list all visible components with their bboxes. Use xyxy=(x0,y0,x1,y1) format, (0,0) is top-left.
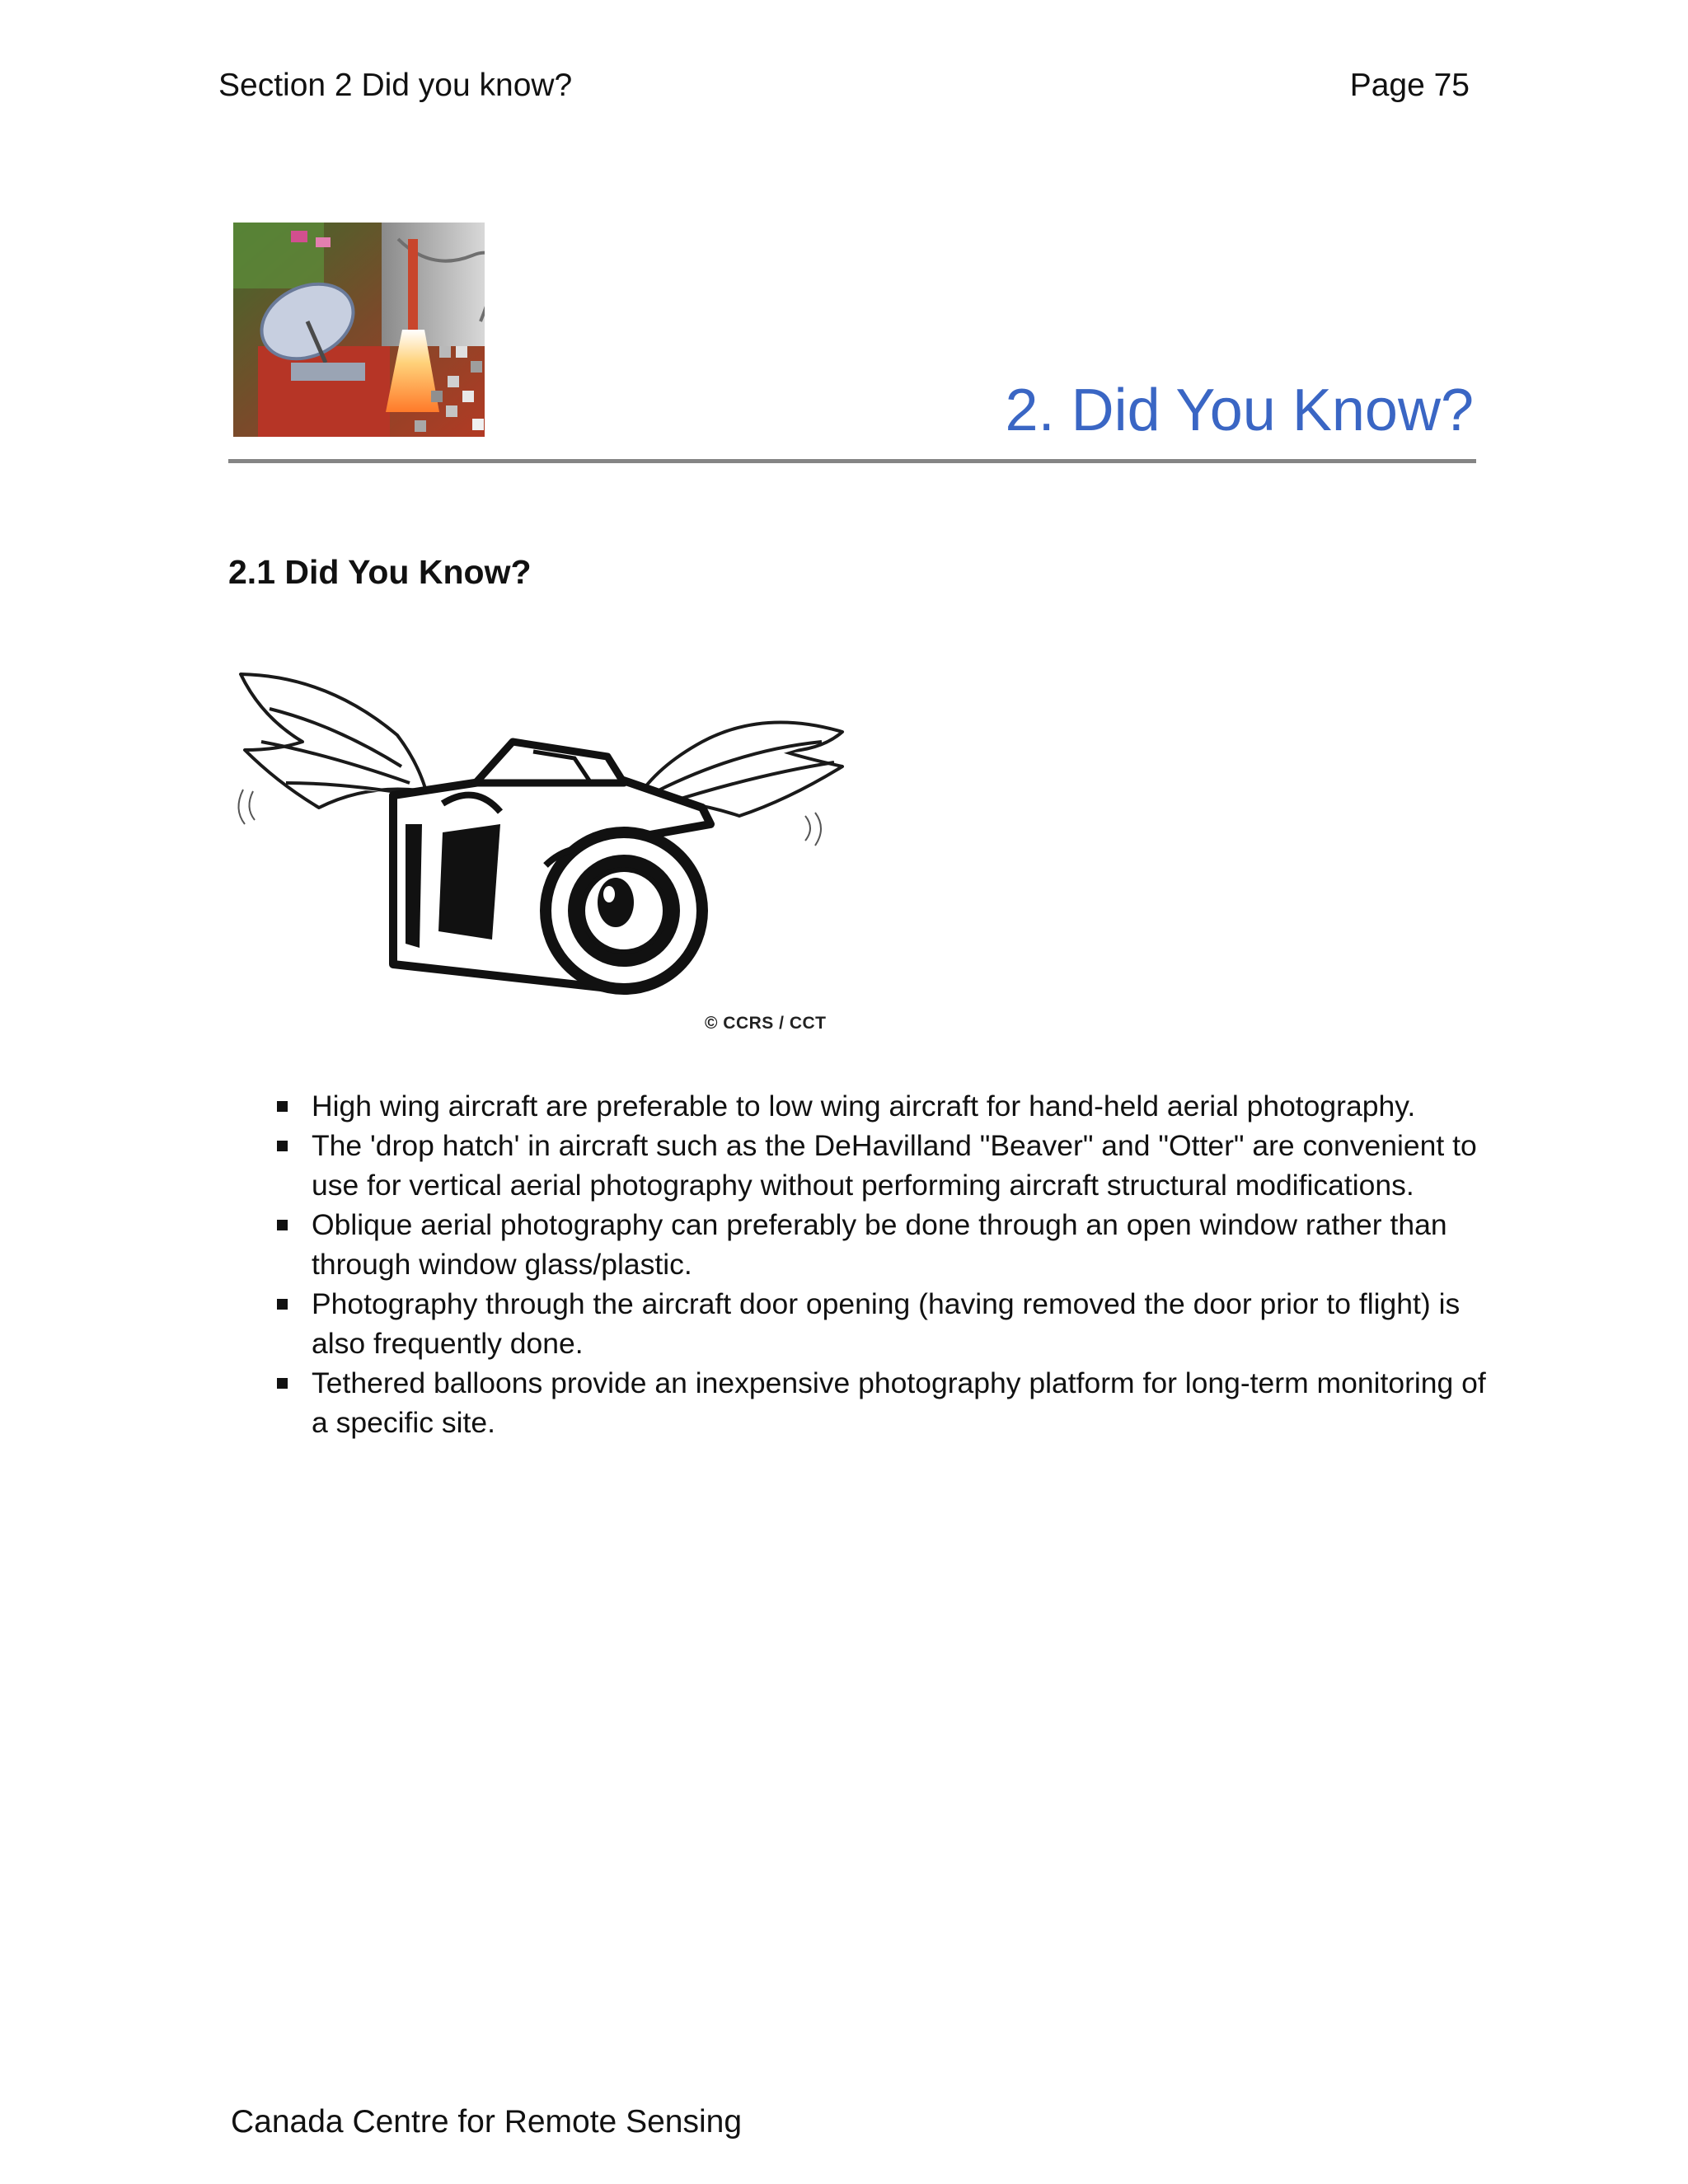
running-header-page-number: Page 75 xyxy=(1349,68,1470,103)
figure-copyright: © CCRS / CCT xyxy=(705,1014,827,1033)
bullet-marker xyxy=(277,1220,288,1230)
bullet-marker xyxy=(277,1101,288,1112)
bullet-marker xyxy=(277,1378,288,1389)
list-item-text: Photography through the aircraft door opening (having removed the door prior to flight) is also frequently done. xyxy=(312,1287,1461,1360)
did-you-know-list xyxy=(277,1086,1489,1442)
page-footer: Canada Centre for Remote Sensing xyxy=(231,2104,743,2139)
list-item-text: Oblique aerial photography can preferably be done through an open window rather than through window glass/plastic. xyxy=(312,1208,1447,1281)
bullet-marker xyxy=(277,1141,288,1151)
list-item-text: High wing aircraft are preferable to low wing aircraft for hand-held aerial photography. xyxy=(312,1090,1416,1122)
list-item xyxy=(277,1126,1489,1205)
list-item-text: Tethered balloons provide an inexpensive photography platform for long-term monitoring of a specific site. xyxy=(312,1366,1486,1439)
list-item-text: The 'drop hatch' in aircraft such as the DeHavilland "Beaver" and "Otter" are convenient to use for vertical aerial photography without performing aircraft structural modifications. xyxy=(312,1129,1477,1202)
list-item xyxy=(277,1205,1489,1284)
section-heading: 2.1 Did You Know? xyxy=(228,553,532,591)
running-header xyxy=(218,63,1470,109)
remote-sensing-banner-image xyxy=(233,223,485,437)
list-item xyxy=(277,1086,1489,1126)
winged-camera-icon xyxy=(228,659,855,1038)
chapter-title: 2. Did You Know? xyxy=(1005,377,1474,443)
bullet-marker xyxy=(277,1299,288,1310)
running-header-section: Section 2 Did you know? xyxy=(218,68,573,103)
list-item xyxy=(277,1363,1489,1442)
title-divider xyxy=(228,459,1476,463)
list-item xyxy=(277,1284,1489,1363)
